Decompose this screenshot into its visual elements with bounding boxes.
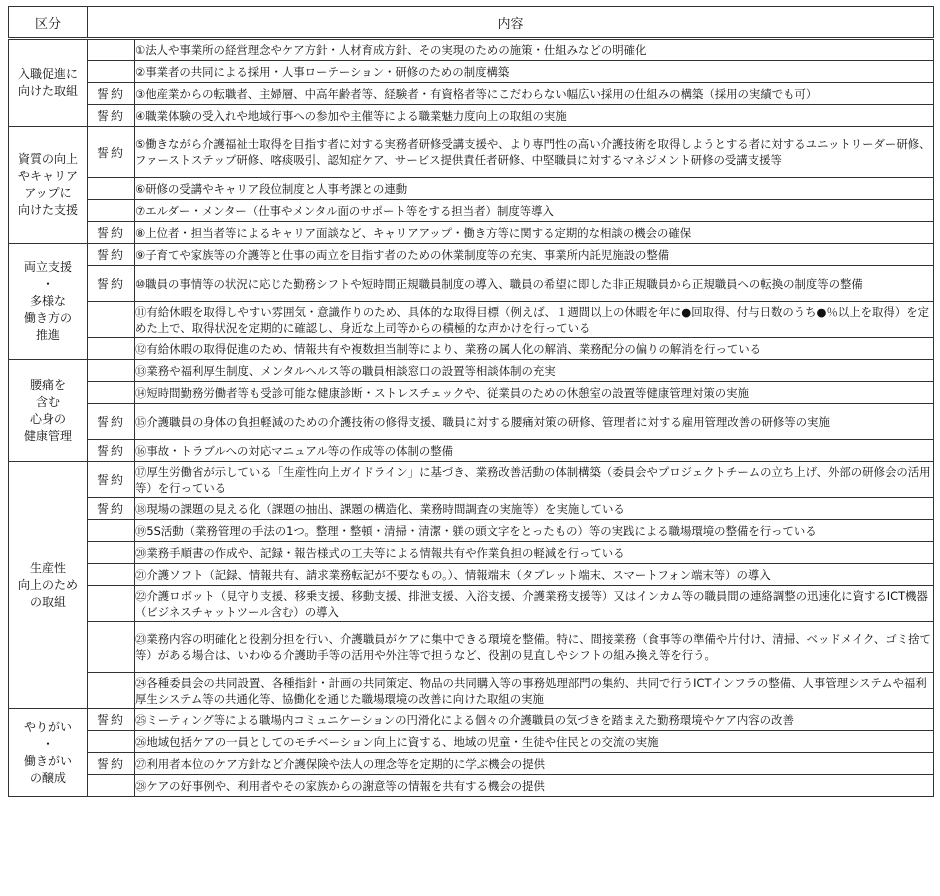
table-row <box>9 731 934 753</box>
item-text: ①法人や事業所の経営理念やケア方針・人材育成方針、その実現のための施策・仕組みなどの明確化 <box>135 39 934 61</box>
item-text: ⑳業務手順書の作成や、記録・報告様式の工夫等による情報共有や作業負担の軽減を行っている <box>135 542 934 564</box>
item-text: ②事業者の共同による採用・人事ローテーション・研修のための制度構築 <box>135 61 934 83</box>
table-row <box>9 498 934 520</box>
table-row <box>9 61 934 83</box>
item-text: ㉗利用者本位のケア方針など介護保険や法人の理念等を定期的に学ぶ機会の提供 <box>135 753 934 775</box>
table-row <box>9 105 934 127</box>
pledge-cell <box>88 564 135 586</box>
treatment-improvement-table <box>8 6 934 797</box>
pledge-cell: 誓約 <box>88 498 135 520</box>
item-text: ⑯事故・トラブルへの対応マニュアル等の作成等の体制の整備 <box>135 440 934 462</box>
pledge-cell: 誓約 <box>88 753 135 775</box>
pledge-cell <box>88 673 135 709</box>
pledge-cell: 誓約 <box>88 127 135 178</box>
pledge-cell: 誓約 <box>88 105 135 127</box>
table-header-row <box>9 7 934 39</box>
pledge-cell: 誓約 <box>88 462 135 498</box>
item-text: ⑮介護職員の身体の負担軽減のための介護技術の修得支援、職員に対する腰痛対策の研修、管理者に対する雇用管理改善の研修等の実施 <box>135 404 934 440</box>
table-row <box>9 83 934 105</box>
table-row <box>9 302 934 338</box>
pledge-cell <box>88 622 135 673</box>
pledge-cell <box>88 178 135 200</box>
pledge-cell: 誓約 <box>88 440 135 462</box>
table-row <box>9 673 934 709</box>
table-row <box>9 462 934 498</box>
item-text: ⑫有給休暇の取得促進のため、情報共有や複数担当制等により、業務の属人化の解消、業務配分の偏りの解消を行っている <box>135 338 934 360</box>
table-row <box>9 178 934 200</box>
item-text: ⑬業務や福利厚生制度、メンタルヘルス等の職員相談窓口の設置等相談体制の充実 <box>135 360 934 382</box>
table-row <box>9 404 934 440</box>
item-text: ⑥研修の受講やキャリア段位制度と人事考課との連動 <box>135 178 934 200</box>
table-row <box>9 622 934 673</box>
pledge-cell <box>88 61 135 83</box>
table-row <box>9 39 934 61</box>
table-row <box>9 709 934 731</box>
category-cell: 両立支援 ・ 多様な 働き方の 推進 <box>9 244 88 360</box>
item-text: ㉒介護ロボット（見守り支援、移乗支援、移動支援、排泄支援、入浴支援、介護業務支援等）又はインカム等の職員間の連絡調整の迅速化に資するICT機器（ビジネスチャットツール含む）の導入 <box>135 586 934 622</box>
pledge-cell <box>88 731 135 753</box>
pledge-cell: 誓約 <box>88 244 135 266</box>
category-cell: 生産性 向上のため の取組 <box>9 462 88 709</box>
pledge-cell <box>88 360 135 382</box>
item-text: ⑱現場の課題の見える化（課題の抽出、課題の構造化、業務時間調査の実施等）を実施している <box>135 498 934 520</box>
item-text: ㉔各種委員会の共同設置、各種指針・計画の共同策定、物品の共同購入等の事務処理部門の集約、共同で行うICTインフラの整備、人事管理システムや福利厚生システム等の共通化等、協働化を通じた職場環境の改善に向けた取組の実施 <box>135 673 934 709</box>
table-row <box>9 520 934 542</box>
table-row <box>9 775 934 797</box>
item-text: ㉑介護ソフト（記録、情報共有、請求業務転記が不要なもの。）、情報端末（タブレット端末、スマートフォン端末等）の導入 <box>135 564 934 586</box>
pledge-cell <box>88 542 135 564</box>
item-text: ⑭短時間勤務労働者等も受診可能な健康診断・ストレスチェックや、従業員のための休憩室の設置等健康管理対策の実施 <box>135 382 934 404</box>
table-row <box>9 586 934 622</box>
category-cell: 資質の向上 やキャリア アップに 向けた支援 <box>9 127 88 244</box>
pledge-cell <box>88 338 135 360</box>
table-row <box>9 338 934 360</box>
pledge-cell <box>88 586 135 622</box>
table-row <box>9 266 934 302</box>
item-text: ⑦エルダー・メンター（仕事やメンタル面のサポート等をする担当者）制度等導入 <box>135 200 934 222</box>
item-text: ⑨子育てや家族等の介護等と仕事の両立を目指す者のための休業制度等の充実、事業所内託児施設の整備 <box>135 244 934 266</box>
pledge-cell: 誓約 <box>88 709 135 731</box>
header-category: 区分 <box>9 7 88 39</box>
item-text: ⑩職員の事情等の状況に応じた勤務シフトや短時間正規職員制度の導入、職員の希望に即した非正規職員から正規職員への転換の制度等の整備 <box>135 266 934 302</box>
table-row <box>9 753 934 775</box>
item-text: ④職業体験の受入れや地域行事への参加や主催等による職業魅力度向上の取組の実施 <box>135 105 934 127</box>
category-cell: 入職促進に 向けた取組 <box>9 39 88 127</box>
pledge-cell <box>88 302 135 338</box>
item-text: ⑧上位者・担当者等によるキャリア面談など、キャリアアップ・働き方等に関する定期的な相談の機会の確保 <box>135 222 934 244</box>
item-text: ㉘ケアの好事例や、利用者やその家族からの謝意等の情報を共有する機会の提供 <box>135 775 934 797</box>
pledge-cell: 誓約 <box>88 222 135 244</box>
table-row <box>9 244 934 266</box>
item-text: ⑰厚生労働省が示している「生産性向上ガイドライン」に基づき、業務改善活動の体制構築（委員会やプロジェクトチームの立ち上げ、外部の研修会の活用等）を行っている <box>135 462 934 498</box>
table-row <box>9 382 934 404</box>
pledge-cell <box>88 382 135 404</box>
pledge-cell <box>88 39 135 61</box>
pledge-cell: 誓約 <box>88 404 135 440</box>
item-text: ㉓業務内容の明確化と役割分担を行い、介護職員がケアに集中できる環境を整備。特に、間接業務（食事等の準備や片付け、清掃、ベッドメイク、ゴミ捨て等）がある場合は、いわゆる介護助手等の活用や外注等で担うなど、役割の見直しやシフトの組み換え等を行う。 <box>135 622 934 673</box>
item-text: ③他産業からの転職者、主婦層、中高年齢者等、経験者・有資格者等にこだわらない幅広い採用の仕組みの構築（採用の実績でも可） <box>135 83 934 105</box>
item-text: ⑪有給休暇を取得しやすい雰囲気・意識作りのため、具体的な取得目標（例えば、１週間以上の休暇を年に●回取得、付与日数のうち●％以上を取得）を定めた上で、取得状況を定期的に確認し、身近な上司等からの積極的な声かけを行っている <box>135 302 934 338</box>
category-cell: 腰痛を 含む 心身の 健康管理 <box>9 360 88 462</box>
pledge-cell <box>88 520 135 542</box>
category-cell: やりがい ・ 働きがい の醸成 <box>9 709 88 797</box>
item-text: ⑲5S活動（業務管理の手法の1つ。整理・整頓・清掃・清潔・躾の頭文字をとったもの）等の実践による職場環境の整備を行っている <box>135 520 934 542</box>
table-row <box>9 360 934 382</box>
header-content: 内容 <box>88 7 934 39</box>
pledge-cell <box>88 775 135 797</box>
pledge-cell <box>88 200 135 222</box>
table-row <box>9 542 934 564</box>
item-text: ㉕ミーティング等による職場内コミュニケーションの円滑化による個々の介護職員の気づきを踏まえた勤務環境やケア内容の改善 <box>135 709 934 731</box>
table-row <box>9 222 934 244</box>
table-row <box>9 564 934 586</box>
table-row <box>9 200 934 222</box>
table-row <box>9 440 934 462</box>
table-row <box>9 127 934 178</box>
item-text: ㉖地域包括ケアの一員としてのモチベーション向上に資する、地域の児童・生徒や住民との交流の実施 <box>135 731 934 753</box>
pledge-cell: 誓約 <box>88 83 135 105</box>
pledge-cell: 誓約 <box>88 266 135 302</box>
item-text: ⑤働きながら介護福祉士取得を目指す者に対する実務者研修受講支援や、より専門性の高い介護技術を取得しようとする者に対するユニットリーダー研修、ファーストステップ研修、喀痰吸引、認知症ケア、サービス提供責任者研修、中堅職員に対するマネジメント研修の受講支援等 <box>135 127 934 178</box>
